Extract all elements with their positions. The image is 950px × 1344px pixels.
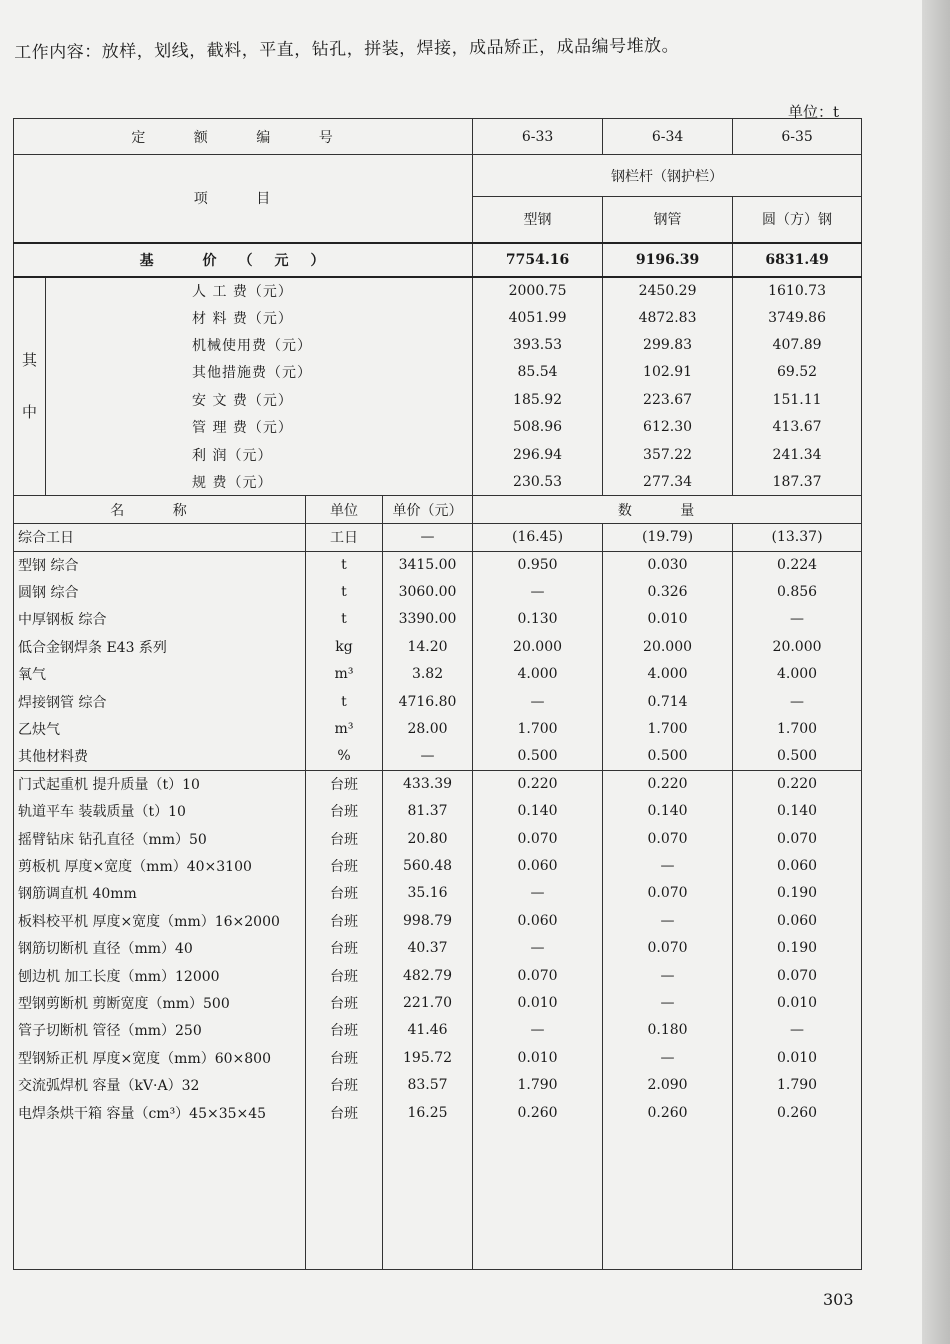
item-price: 20.80: [383, 825, 473, 852]
item-name: 钢筋调直机 40mm: [14, 880, 306, 907]
cost-row: [14, 331, 862, 358]
item-name: 剪板机 厚度×宽度（mm）40×3100: [14, 852, 306, 879]
cost-row: [14, 386, 862, 413]
item-price: 14.20: [383, 633, 473, 660]
blank-cell: [306, 1126, 383, 1269]
code-6-35: 6-35: [733, 119, 862, 155]
blank-cell: [14, 1126, 306, 1269]
item-price: 560.48: [383, 852, 473, 879]
item-qty: 0.010: [473, 1044, 603, 1071]
blank-cell: [383, 1126, 473, 1269]
item-qty: —: [733, 606, 862, 633]
cost-value: 185.92: [473, 386, 603, 413]
cost-value: 413.67: [733, 413, 862, 440]
machine-row: [14, 770, 862, 797]
page-number: 303: [823, 1290, 854, 1309]
item-price: 3.82: [383, 661, 473, 688]
cost-value: 69.52: [733, 359, 862, 386]
item-qty: 0.010: [733, 989, 862, 1016]
item-qty: 1.700: [603, 715, 733, 742]
item-qty: 2.090: [603, 1071, 733, 1098]
item-qty: 20.000: [603, 633, 733, 660]
item-unit: m³: [306, 715, 383, 742]
item-price: 3415.00: [383, 551, 473, 578]
item-qty: 0.180: [603, 1017, 733, 1044]
cost-row: [14, 441, 862, 468]
item-qty: 0.070: [473, 962, 603, 989]
item-qty: 0.326: [603, 578, 733, 605]
item-label: 项 目: [14, 155, 473, 243]
machine-row: [14, 907, 862, 934]
cost-row: [14, 359, 862, 386]
item-qty: 0.070: [603, 825, 733, 852]
item-qty: (16.45): [473, 524, 603, 551]
item-price: 40.37: [383, 934, 473, 961]
item-qty: 0.060: [733, 852, 862, 879]
cost-name: 材 料 费（元）: [46, 304, 473, 331]
item-qty: 0.130: [473, 606, 603, 633]
machine-row: [14, 934, 862, 961]
item-qty: 0.260: [603, 1099, 733, 1126]
machine-row: [14, 1044, 862, 1071]
item-unit: t: [306, 578, 383, 605]
material-row: [14, 688, 862, 715]
item-price: 221.70: [383, 989, 473, 1016]
item-qty: 0.190: [733, 880, 862, 907]
item-qty: —: [733, 1017, 862, 1044]
item-price: 35.16: [383, 880, 473, 907]
cost-name: 管 理 费（元）: [46, 413, 473, 440]
material-row: [14, 715, 862, 742]
item-qty: 20.000: [733, 633, 862, 660]
item-unit: t: [306, 551, 383, 578]
item-qty: 0.070: [733, 825, 862, 852]
cost-row: [14, 468, 862, 495]
base-price-1: 7754.16: [473, 243, 603, 277]
item-unit: 台班: [306, 1017, 383, 1044]
variant-steel-section: 型钢: [473, 197, 603, 243]
item-price: —: [383, 524, 473, 551]
item-price: 83.57: [383, 1071, 473, 1098]
item-qty: 0.500: [603, 743, 733, 770]
variant-steel-pipe: 钢管: [603, 197, 733, 243]
item-price: 998.79: [383, 907, 473, 934]
quota-no-label: 定 额 编 号: [14, 119, 473, 155]
item-name: 交流弧焊机 容量（kV·A）32: [14, 1071, 306, 1098]
item-qty: 0.950: [473, 551, 603, 578]
item-name: 氧气: [14, 661, 306, 688]
base-price-3: 6831.49: [733, 243, 862, 277]
labor-row: [14, 524, 862, 551]
cost-value: 3749.86: [733, 304, 862, 331]
item-name: 轨道平车 装载质量（t）10: [14, 798, 306, 825]
item-name: 型钢矫正机 厚度×宽度（mm）60×800: [14, 1044, 306, 1071]
cost-name: 人 工 费（元）: [46, 277, 473, 304]
item-qty: 0.220: [603, 770, 733, 797]
item-name: 低合金钢焊条 E43 系列: [14, 633, 306, 660]
cost-name: 其他措施费（元）: [46, 359, 473, 386]
item-qty: —: [733, 688, 862, 715]
cost-value: 357.22: [603, 441, 733, 468]
item-name: 刨边机 加工长度（mm）12000: [14, 962, 306, 989]
base-price-row: [14, 243, 862, 277]
material-row: [14, 743, 862, 770]
item-qty: 0.070: [733, 962, 862, 989]
group-title: 钢栏杆（钢护栏）: [473, 155, 862, 197]
cost-value: 85.54: [473, 359, 603, 386]
cost-value: 1610.73: [733, 277, 862, 304]
item-unit: 台班: [306, 989, 383, 1016]
item-price: 3390.00: [383, 606, 473, 633]
item-name: 管子切断机 管径（mm）250: [14, 1017, 306, 1044]
cost-value: 223.67: [603, 386, 733, 413]
item-name: 中厚钢板 综合: [14, 606, 306, 633]
item-qty: 0.060: [473, 852, 603, 879]
material-row: [14, 633, 862, 660]
item-price: 433.39: [383, 770, 473, 797]
cost-row: [14, 277, 862, 304]
item-name: 其他材料费: [14, 743, 306, 770]
blank-fill-row: [14, 1126, 862, 1269]
item-qty: (19.79): [603, 524, 733, 551]
cost-value: 4872.83: [603, 304, 733, 331]
item-name: 门式起重机 提升质量（t）10: [14, 770, 306, 797]
side-label: 其 中: [14, 277, 46, 496]
item-qty: —: [473, 1017, 603, 1044]
cost-value: 102.91: [603, 359, 733, 386]
item-qty: —: [603, 962, 733, 989]
item-qty: 1.700: [473, 715, 603, 742]
item-unit: m³: [306, 661, 383, 688]
variant-round-steel: 圆（方）钢: [733, 197, 862, 243]
item-unit: %: [306, 743, 383, 770]
machine-row: [14, 825, 862, 852]
item-qty: 4.000: [603, 661, 733, 688]
item-qty: 0.010: [603, 606, 733, 633]
detail-name-header: 名 称: [14, 496, 306, 524]
item-unit: 台班: [306, 962, 383, 989]
item-unit: 台班: [306, 1099, 383, 1126]
code-6-33: 6-33: [473, 119, 603, 155]
item-qty: 0.140: [733, 798, 862, 825]
item-qty: —: [603, 852, 733, 879]
item-qty: —: [603, 907, 733, 934]
item-qty: 0.060: [733, 907, 862, 934]
item-price: 195.72: [383, 1044, 473, 1071]
cost-row: [14, 304, 862, 331]
cost-value: 407.89: [733, 331, 862, 358]
item-price: 3060.00: [383, 578, 473, 605]
item-qty: —: [473, 880, 603, 907]
blank-cell: [473, 1126, 603, 1269]
machine-row: [14, 798, 862, 825]
cost-value: 299.83: [603, 331, 733, 358]
item-qty: —: [603, 1044, 733, 1071]
code-6-34: 6-34: [603, 119, 733, 155]
item-name: 钢筋切断机 直径（mm）40: [14, 934, 306, 961]
blank-cell: [733, 1126, 862, 1269]
item-qty: 0.010: [733, 1044, 862, 1071]
item-qty: 0.500: [473, 743, 603, 770]
item-qty: —: [473, 934, 603, 961]
item-unit: 台班: [306, 907, 383, 934]
item-unit: 台班: [306, 770, 383, 797]
item-price: 16.25: [383, 1099, 473, 1126]
item-qty: —: [473, 578, 603, 605]
machine-row: [14, 880, 862, 907]
item-name: 圆钢 综合: [14, 578, 306, 605]
item-unit: 台班: [306, 934, 383, 961]
item-name: 综合工日: [14, 524, 306, 551]
header-group-row: [14, 155, 862, 197]
item-price: 28.00: [383, 715, 473, 742]
item-qty: 0.260: [473, 1099, 603, 1126]
item-qty: 0.500: [733, 743, 862, 770]
unit-label: 单位：t: [788, 103, 840, 121]
header-code-row: [14, 119, 862, 155]
item-qty: 20.000: [473, 633, 603, 660]
item-price: —: [383, 743, 473, 770]
item-name: 电焊条烘干箱 容量（cm³）45×35×45: [14, 1099, 306, 1126]
cost-name: 安 文 费（元）: [46, 386, 473, 413]
item-name: 型钢 综合: [14, 551, 306, 578]
item-price: 41.46: [383, 1017, 473, 1044]
item-qty: 0.070: [473, 825, 603, 852]
material-row: [14, 578, 862, 605]
item-qty: 0.030: [603, 551, 733, 578]
item-qty: 0.140: [603, 798, 733, 825]
material-row: [14, 606, 862, 633]
cost-value: 393.53: [473, 331, 603, 358]
item-unit: kg: [306, 633, 383, 660]
work-content: 工作内容：放样，划线，截料，平直，钻孔，拼装，焊接，成品矫正，成品编号堆放。: [14, 36, 680, 63]
base-price-2: 9196.39: [603, 243, 733, 277]
item-name: 摇臂钻床 钻孔直径（mm）50: [14, 825, 306, 852]
machine-row: [14, 1017, 862, 1044]
item-qty: 0.220: [733, 770, 862, 797]
item-unit: 台班: [306, 825, 383, 852]
item-qty: 0.010: [473, 989, 603, 1016]
cost-name: 机械使用费（元）: [46, 331, 473, 358]
detail-header-row: [14, 496, 862, 524]
cost-value: 4051.99: [473, 304, 603, 331]
item-price: 4716.80: [383, 688, 473, 715]
item-unit: t: [306, 606, 383, 633]
machine-row: [14, 852, 862, 879]
item-qty: 0.714: [603, 688, 733, 715]
item-qty: 1.790: [473, 1071, 603, 1098]
item-qty: 0.190: [733, 934, 862, 961]
item-name: 板料校平机 厚度×宽度（mm）16×2000: [14, 907, 306, 934]
item-qty: 0.224: [733, 551, 862, 578]
item-unit: 台班: [306, 852, 383, 879]
blank-cell: [603, 1126, 733, 1269]
cost-name: 利 润（元）: [46, 441, 473, 468]
item-qty: 4.000: [473, 661, 603, 688]
cost-value: 612.30: [603, 413, 733, 440]
item-qty: 1.790: [733, 1071, 862, 1098]
item-price: 482.79: [383, 962, 473, 989]
material-row: [14, 661, 862, 688]
cost-name: 规 费（元）: [46, 468, 473, 495]
item-unit: 工日: [306, 524, 383, 551]
cost-value: 277.34: [603, 468, 733, 495]
item-qty: 0.060: [473, 907, 603, 934]
item-qty: 0.220: [473, 770, 603, 797]
item-qty: 0.856: [733, 578, 862, 605]
cost-value: 230.53: [473, 468, 603, 495]
item-qty: 0.260: [733, 1099, 862, 1126]
machine-row: [14, 1099, 862, 1126]
cost-value: 151.11: [733, 386, 862, 413]
detail-unit-header: 单位: [306, 496, 383, 524]
page-edge: [922, 0, 950, 1344]
machine-row: [14, 1071, 862, 1098]
item-unit: t: [306, 688, 383, 715]
material-row: [14, 551, 862, 578]
item-qty: (13.37): [733, 524, 862, 551]
machine-row: [14, 989, 862, 1016]
item-qty: —: [473, 688, 603, 715]
machine-row: [14, 962, 862, 989]
cost-value: 2000.75: [473, 277, 603, 304]
item-price: 81.37: [383, 798, 473, 825]
item-qty: 0.070: [603, 880, 733, 907]
base-price-label: 基 价（元）: [14, 243, 473, 277]
cost-value: 508.96: [473, 413, 603, 440]
item-qty: 4.000: [733, 661, 862, 688]
item-unit: 台班: [306, 880, 383, 907]
item-name: 焊接钢管 综合: [14, 688, 306, 715]
item-unit: 台班: [306, 1044, 383, 1071]
item-qty: 1.700: [733, 715, 862, 742]
cost-row: [14, 413, 862, 440]
quota-table: [13, 118, 862, 1270]
cost-value: 187.37: [733, 468, 862, 495]
cost-value: 296.94: [473, 441, 603, 468]
detail-price-header: 单价（元）: [383, 496, 473, 524]
item-unit: 台班: [306, 1071, 383, 1098]
detail-qty-header: 数 量: [473, 496, 862, 524]
item-name: 乙炔气: [14, 715, 306, 742]
item-name: 型钢剪断机 剪断宽度（mm）500: [14, 989, 306, 1016]
item-qty: 0.140: [473, 798, 603, 825]
item-qty: —: [603, 989, 733, 1016]
cost-value: 2450.29: [603, 277, 733, 304]
cost-value: 241.34: [733, 441, 862, 468]
item-unit: 台班: [306, 798, 383, 825]
item-qty: 0.070: [603, 934, 733, 961]
